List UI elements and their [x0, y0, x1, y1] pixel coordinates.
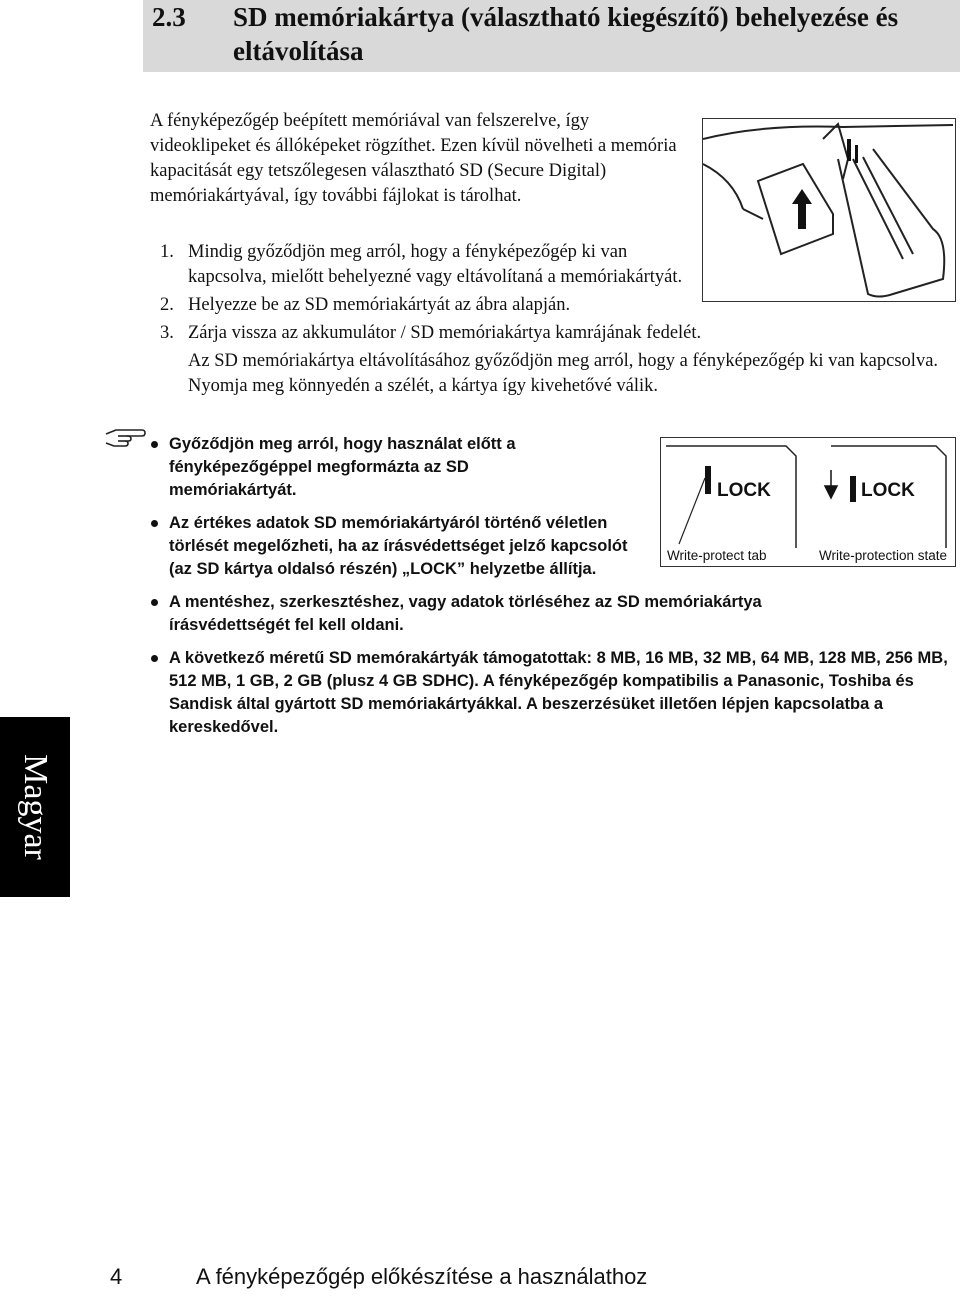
note-item [148, 512, 649, 581]
sd-card-lock-diagram [661, 438, 955, 566]
step-number: 3. [160, 323, 174, 343]
bullet-icon [151, 655, 158, 662]
note-item [148, 647, 949, 739]
step-text: Helyezze be az SD memóriakártyát az ábra alapján. [188, 295, 571, 315]
note-item [148, 433, 569, 502]
write-protect-figure [660, 437, 956, 567]
bullet-icon [151, 441, 158, 448]
bullet-icon [151, 599, 158, 606]
lock-switch-left [705, 466, 711, 494]
step-text: Mindig győződjön meg arról, hogy a fényképezőgép ki van kapcsolva, mielőtt behelyezné vagy eltávolítaná a memóriakártyát. [188, 242, 683, 287]
note-text: A mentéshez, szerkesztéshez, vagy adatok törléséhez az SD memóriakártya írásvédettségét fel kell oldani. [169, 593, 762, 634]
bullet-icon [151, 520, 158, 527]
lock-switch-right [850, 476, 856, 502]
down-arrow-icon [825, 470, 837, 498]
step-item [160, 240, 950, 290]
intro-paragraph [150, 109, 690, 209]
note-text: Győződjön meg arról, hogy használat előtt a fényképezőgéppel megformázta az SD memóriakártyát. [169, 435, 516, 499]
section-title: SD memóriakártya (választható kiegészítő) behelyezése és eltávolítása [233, 2, 899, 66]
lock-label-left: LOCK [717, 480, 771, 501]
chapter-footer: A fényképezőgép előkészítése a használathoz [196, 1264, 648, 1289]
step-number: 1. [160, 242, 174, 262]
note-text: Az értékes adatok SD memóriakártyáról történő véletlen törlését megelőzheti, ha az írásvédettséget jelző kapcsolót (az SD kártya oldalsó részén) „LOCK” helyzetbe állítja. [169, 514, 628, 578]
step-item [160, 321, 950, 346]
step-item [160, 293, 950, 318]
step-text: Zárja vissza az akkumulátor / SD memóriakártya kamrájának fedelét. [188, 323, 702, 343]
note-text: A következő méretű SD memórakártyák támogatottak: 8 MB, 16 MB, 32 MB, 64 MB, 128 MB, 256 MB, 512 MB, 1 GB, 2 GB (plusz 4 GB SDHC). A fényképezőgép kompatibilis a Panasonic, Toshiba és Sandisk által gyártott SD memóriakártyákkal. A beszerzésüket illetően lépjen kapcsolatba a kereskedővel. [169, 649, 948, 736]
removal-instructions: Az SD memóriakártya eltávolításához győződjön meg arról, hogy a fényképezőgép ki van kapcsolva. Nyomja meg könnyedén a szélét, a kártya így kivehetővé válik. [188, 351, 939, 396]
write-protection-state-caption: Write-protection state [819, 548, 948, 563]
step-number: 2. [160, 295, 174, 315]
lock-label-right: LOCK [861, 480, 915, 501]
pointing-hand-icon [104, 424, 146, 448]
language-label: Magyar [17, 754, 54, 860]
write-protect-tab-caption: Write-protect tab [667, 548, 767, 563]
section-number: 2.3 [152, 2, 186, 32]
intro-text: A fényképezőgép beépített memóriával van felszerelve, így videoklipeket és állóképeket rögzíthet. Ezen kívül növelheti a memória kapacitását egy tetszőlegesen választható SD (Secure Digital) memóriakártyával, így további fájlokat is tárolhat. [150, 111, 677, 206]
language-side-tab [0, 717, 70, 897]
steps-list [160, 240, 950, 399]
page-number: 4 [110, 1264, 123, 1289]
note-item [148, 591, 869, 637]
